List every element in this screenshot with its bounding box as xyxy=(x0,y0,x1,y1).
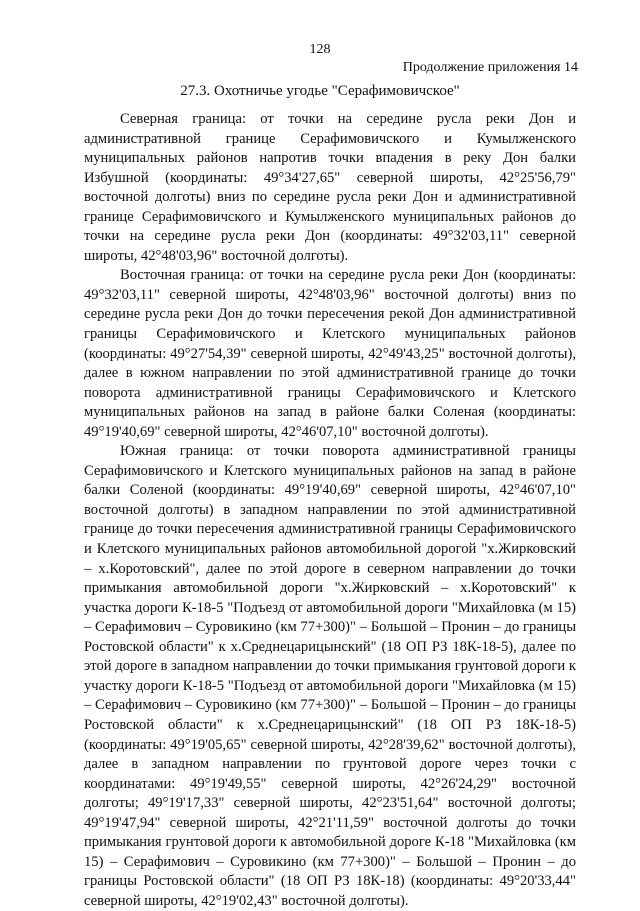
appendix-note: Продолжение приложения 14 xyxy=(402,60,578,75)
paragraph-east-boundary: Восточная граница: от точки на середине русла реки Дон (координаты: 49°32'03,11" северной широты, 42°48'03,96" восточной долготы) вниз по середине русла реки Дон до точки пересечения рекой Дон административной границы Серафимовичского и Клетского муниципальных районов (координаты: 49°27'54,39" северной широты, 42°49'43,25" восточной долготы), далее в южном направлении по этой административной границе до точки поворота административной границы Серафимовичского и Клетского муниципальных районов на запад в районе балки Соленая (координаты: 49°19'40,69" северной широты, 42°46'07,10" восточной долготы). xyxy=(84,267,576,440)
paragraph-south-boundary: Южная граница: от точки поворота административной границы Серафимовичского и Клетского муниципальных районов на запад в районе балки Соленой (координаты: 49°19'40,69" северной широты, 42°46'07,10" восточной долготы) в западном направлении по этой административной границе до точки пересечения административной границы Серафимовичского и Клетского муниципальных районов автомобильной дорогой "х.Жирковский – х.Коротовский", далее по этой дороге в северном направлении до точки примыкания автомобильной дороги "х.Жирковский – х.Коротовский" к участка дороги К-18-5 "Подъезд от автомобильной дороги "Михайловка (м 15) – Серафимович – Суровикино (км 77+300)" – Большой – Пронин – до границы Ростовской области" к х.Среднецарицынский" (18 ОП РЗ 18К-18-5), далее по этой дороге в западном направлении до точки примыкания грунтовой дороги к участку дороги К-18-5 "Подъезд от автомобильной дороги "Михайловка (м 15) – Серафимович – Суровикино (км 77+300)" – Большой – Пронин – до границы Ростовской области" к х.Среднецарицынский" (18 ОП РЗ 18К-18-5) (координаты: 49°19'05,65" северной широты, 42°28'39,62" восточной долготы), далее в западном направлении по грунтовой дороге через точки с координатами: 49°19'49,55" северной широты, 42°26'24,29" восточной долготы; 49°19'17,33" северной широты, 42°23'51,64" восточной долготы; 49°19'47,94" северной широты, 42°21'11,59" восточной долготы до точки примыкания грунтовой дороги к автомобильной дороге К-18 "Михайловка (км 15) – Серафимович – Суровикино (км 77+300)" – Большой – Пронин – до границы Ростовской области" (18 ОП РЗ 18К-18) (координаты: 49°20'33,44" северной широты, 42°19'02,43" восточной долготы). xyxy=(84,443,576,909)
section-title: 27.3. Охотничье угодье "Серафимовичское" xyxy=(180,83,460,99)
paragraph-north-boundary: Северная граница: от точки на середине русла реки Дон и административной границе Серафимовичского и Кумылженского муниципальных районов напротив точки впадения в реку Дон балки Избушной (координаты: 49°34'27,65" северной широты, 42°25'56,79" восточной долготы) вниз по середине русла реки Дон и административной границе Серафимовичского и Кумылженского муниципальных районов до точки на середине русла реки Дон (координаты: 49°32'03,11" северной широты, 42°48'03,96" восточной долготы). xyxy=(84,111,576,264)
page-number: 128 xyxy=(309,42,331,57)
document-body xyxy=(84,110,576,911)
